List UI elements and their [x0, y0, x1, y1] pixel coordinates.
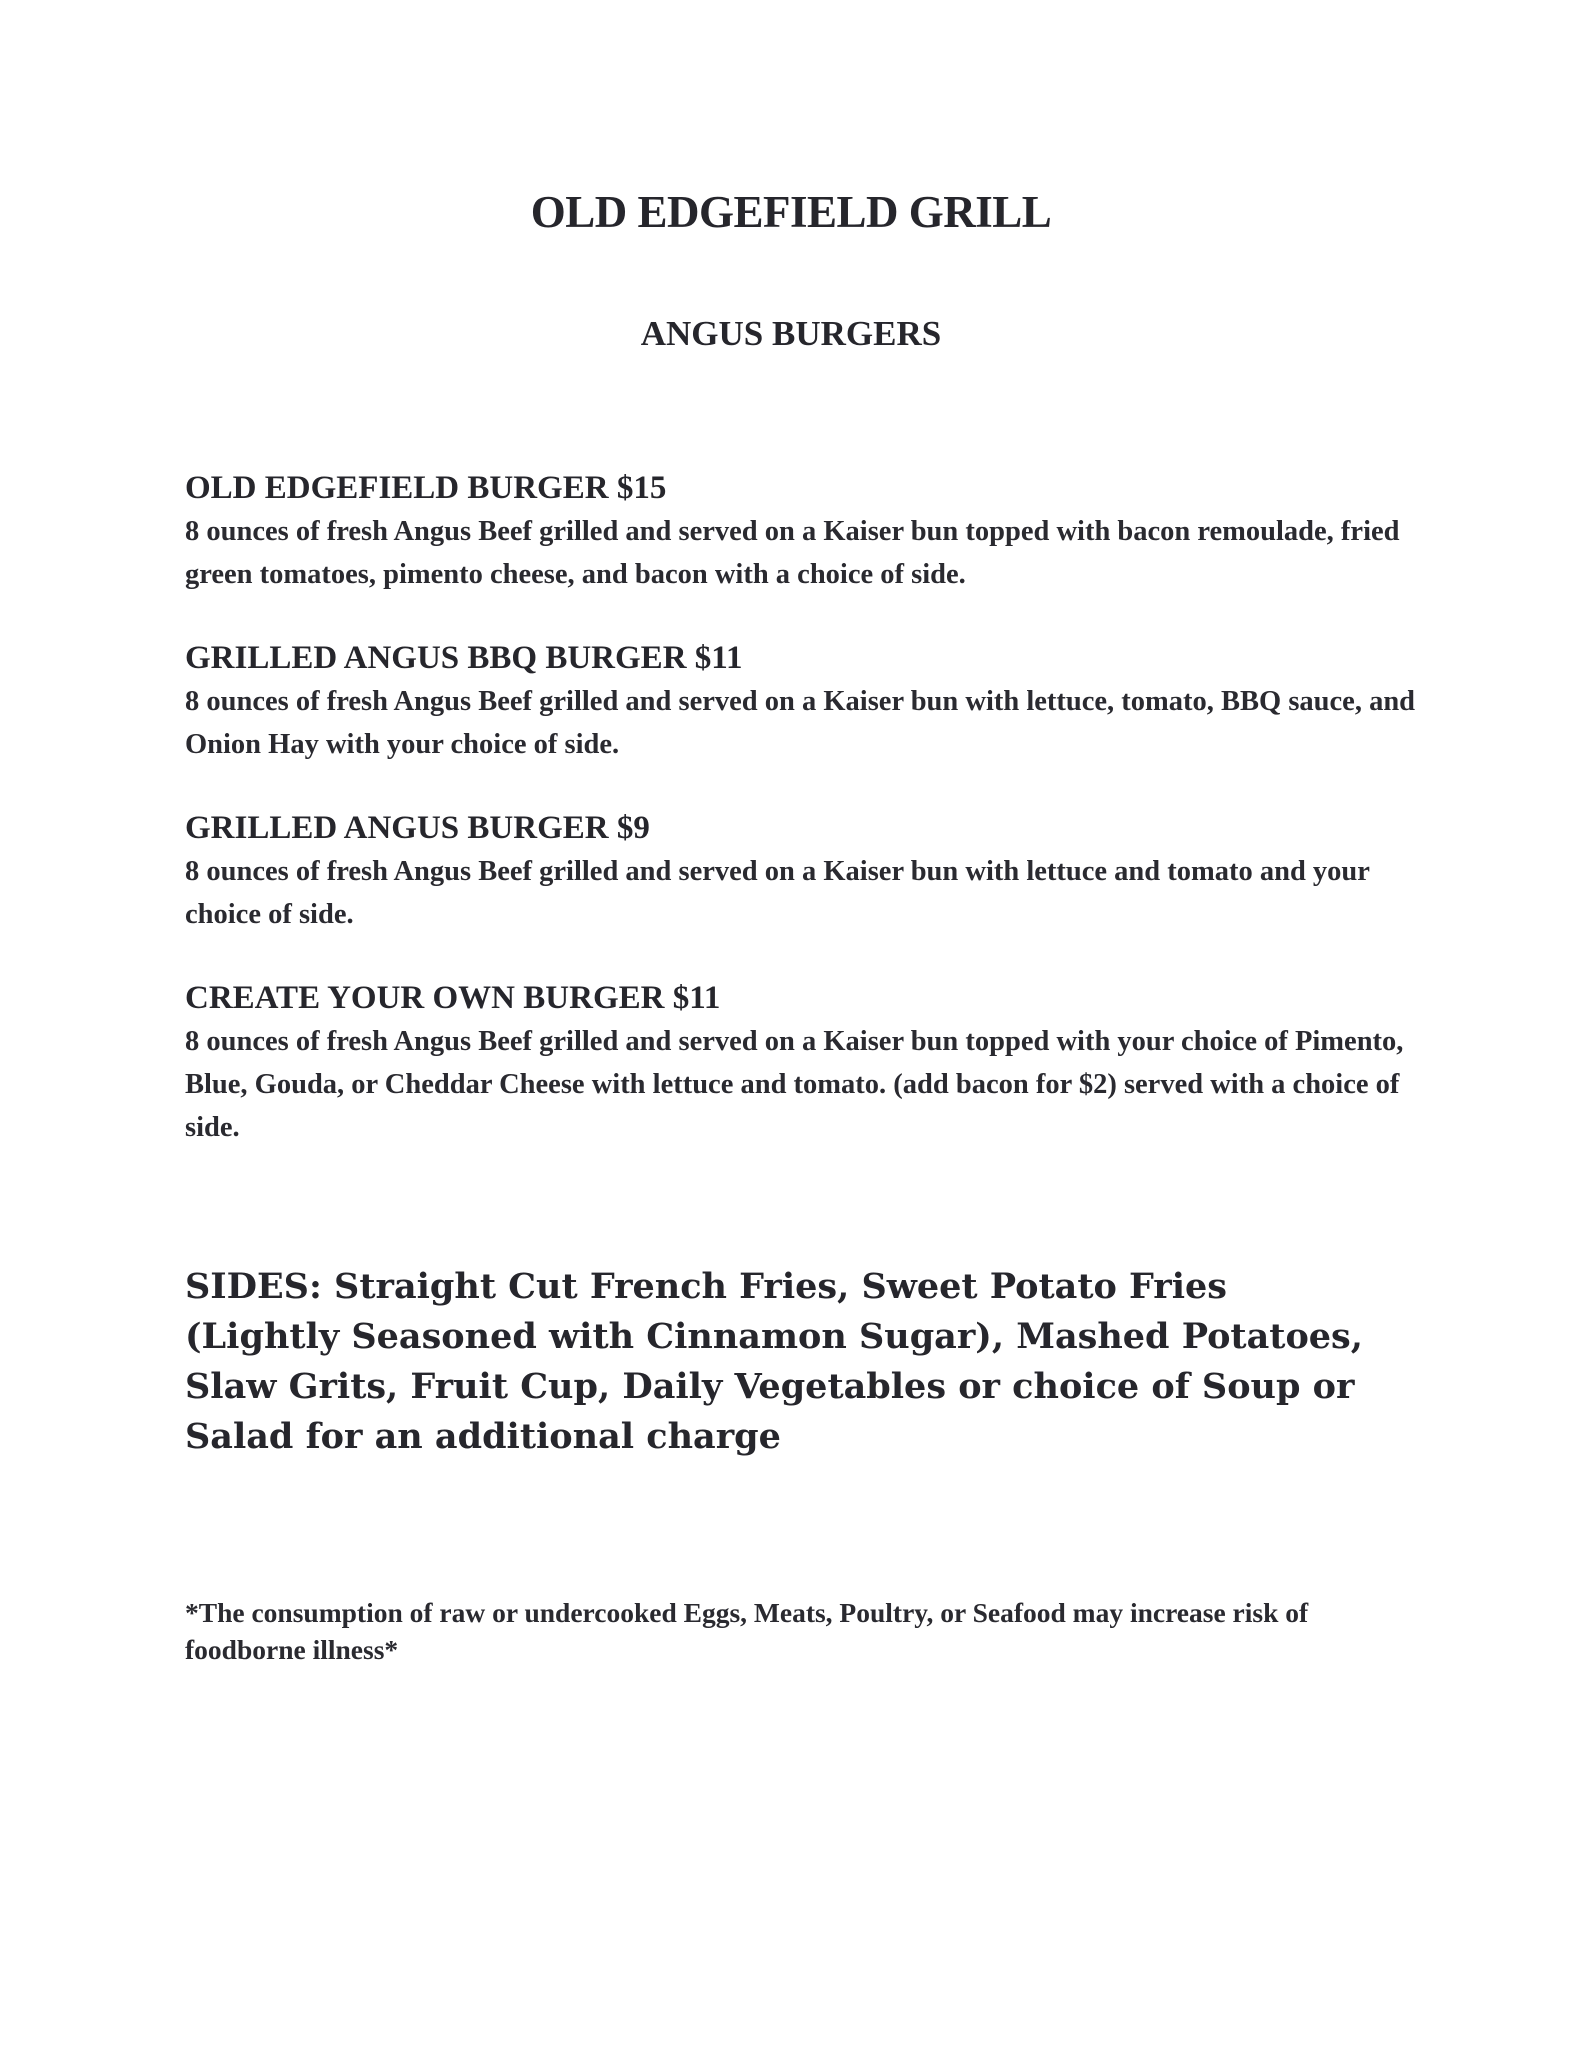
item-name: CREATE YOUR OWN BURGER $11	[185, 980, 721, 1016]
section-title: ANGUS BURGERS	[640, 314, 942, 353]
item-description: 8 ounces of fresh Angus Beef grilled and served on a Kaiser bun with lettuce, tomato, BBQ sauce, and Onion Hay with your choice of side.	[185, 686, 1416, 760]
menu-item	[185, 806, 1425, 936]
menu-items	[185, 466, 1425, 1189]
item-name: GRILLED ANGUS BURGER $9	[185, 810, 650, 846]
food-safety-disclaimer: *The consumption of raw or undercooked Eggs, Meats, Poultry, or Seafood may increase risk of foodborne illness*	[185, 1597, 1309, 1665]
item-name: OLD EDGEFIELD BURGER $15	[185, 470, 667, 506]
sides-list: SIDES: Straight Cut French Fries, Sweet Potato Fries (Lightly Seasoned with Cinnamon Sugar), Mashed Potatoes, Slaw Grits, Fruit Cup, Daily Vegetables or choice of Soup or Salad for an additional charge	[185, 1266, 1363, 1457]
item-description: 8 ounces of fresh Angus Beef grilled and served on a Kaiser bun topped with your choice of Pimento, Blue, Gouda, or Cheddar Cheese with lettuce and tomato. (add bacon for $2) served with a choice of side.	[185, 1026, 1404, 1143]
item-name: GRILLED ANGUS BBQ BURGER $11	[185, 640, 743, 676]
menu-item	[185, 636, 1425, 766]
menu-item	[185, 976, 1425, 1149]
restaurant-title: OLD EDGEFIELD GRILL	[530, 187, 1052, 237]
menu-item	[185, 466, 1425, 596]
item-description: 8 ounces of fresh Angus Beef grilled and served on a Kaiser bun topped with bacon remoulade, fried green tomatoes, pimento cheese, and bacon with a choice of side.	[185, 516, 1400, 590]
item-description: 8 ounces of fresh Angus Beef grilled and served on a Kaiser bun with lettuce and tomato and your choice of side.	[185, 856, 1370, 930]
